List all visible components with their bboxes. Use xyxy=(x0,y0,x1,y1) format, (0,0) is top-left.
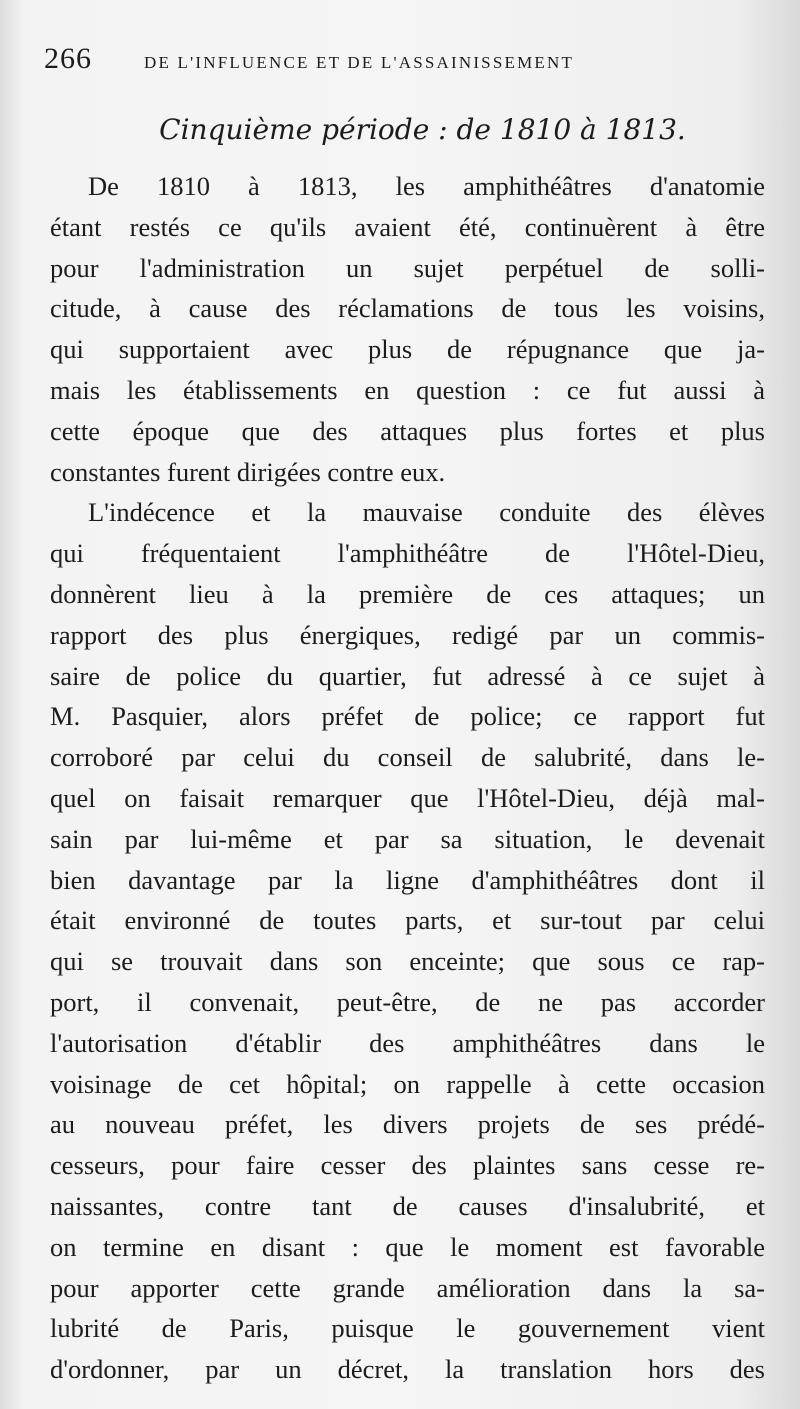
text-line: rapport des plus énergiques, redigé par un commis- xyxy=(50,619,765,650)
text-line: étant restés ce qu'ils avaient été, continuèrent à être xyxy=(50,211,765,242)
page-header xyxy=(44,42,760,82)
text-line: lubrité de Paris, puisque le gouvernement vient xyxy=(50,1313,765,1344)
section-title: Cinquième période : de 1810 à 1813. xyxy=(159,113,686,146)
text-line: qui fréquentaient l'amphithéâtre de l'Hôtel-Dieu, xyxy=(50,538,765,569)
text-line: était environné de toutes parts, et sur-tout par celui xyxy=(50,905,765,936)
text-line: au nouveau préfet, les divers projets de ses prédé- xyxy=(50,1109,765,1140)
text-line: on termine en disant : que le moment est favorable xyxy=(50,1231,765,1262)
text-line: mais les établissements en question : ce fut aussi à xyxy=(50,374,765,405)
text-line: M. Pasquier, alors préfet de police; ce rapport fut xyxy=(50,701,765,732)
text-line: voisinage de cet hôpital; on rappelle à cette occasion xyxy=(50,1068,765,1099)
page-number: 266 xyxy=(44,42,92,75)
text-line: De 1810 à 1813, les amphithéâtres d'anatomie xyxy=(88,171,765,201)
text-line: port, il convenait, peut-être, de ne pas accorder xyxy=(50,986,765,1017)
text-line: l'autorisation d'établir des amphithéâtres dans le xyxy=(50,1027,765,1058)
text-line: pour apporter cette grande amélioration dans la sa- xyxy=(50,1272,765,1303)
running-head: DE L'INFLUENCE ET DE L'ASSAINISSEMENT xyxy=(144,53,575,72)
text-line: pour l'administration un sujet perpétuel de solli- xyxy=(50,252,765,283)
text-line: corroboré par celui du conseil de salubrité, dans le- xyxy=(50,742,765,773)
text-line: constantes furent dirigées contre eux. xyxy=(50,456,446,487)
text-line: d'ordonner, par un décret, la translation hors des xyxy=(50,1354,765,1385)
paragraph-lines xyxy=(50,166,765,1390)
text-line: cette époque que des attaques plus fortes et plus xyxy=(50,415,765,446)
text-line: L'indécence et la mauvaise conduite des élèves xyxy=(88,497,765,528)
text-line: naissantes, contre tant de causes d'insalubrité, et xyxy=(50,1190,765,1221)
text-line: citude, à cause des réclamations de tous les voisins, xyxy=(50,293,765,324)
text-line: bien davantage par la ligne d'amphithéâtres dont il xyxy=(50,864,765,895)
text-line: sain par lui-même et par sa situation, le devenait xyxy=(50,823,765,854)
text-line: cesseurs, pour faire cesser des plaintes sans cesse re- xyxy=(50,1150,765,1181)
text-line: donnèrent lieu à la première de ces attaques; un xyxy=(50,578,765,609)
body-text xyxy=(50,108,765,1390)
text-line: qui se trouvait dans son enceinte; que sous ce rap- xyxy=(50,946,765,977)
text-line: qui supportaient avec plus de répugnance que ja- xyxy=(50,334,765,365)
text-line: quel on faisait remarquer que l'Hôtel-Dieu, déjà mal- xyxy=(50,782,765,813)
text-line: saire de police du quartier, fut adressé à ce sujet à xyxy=(50,660,765,691)
